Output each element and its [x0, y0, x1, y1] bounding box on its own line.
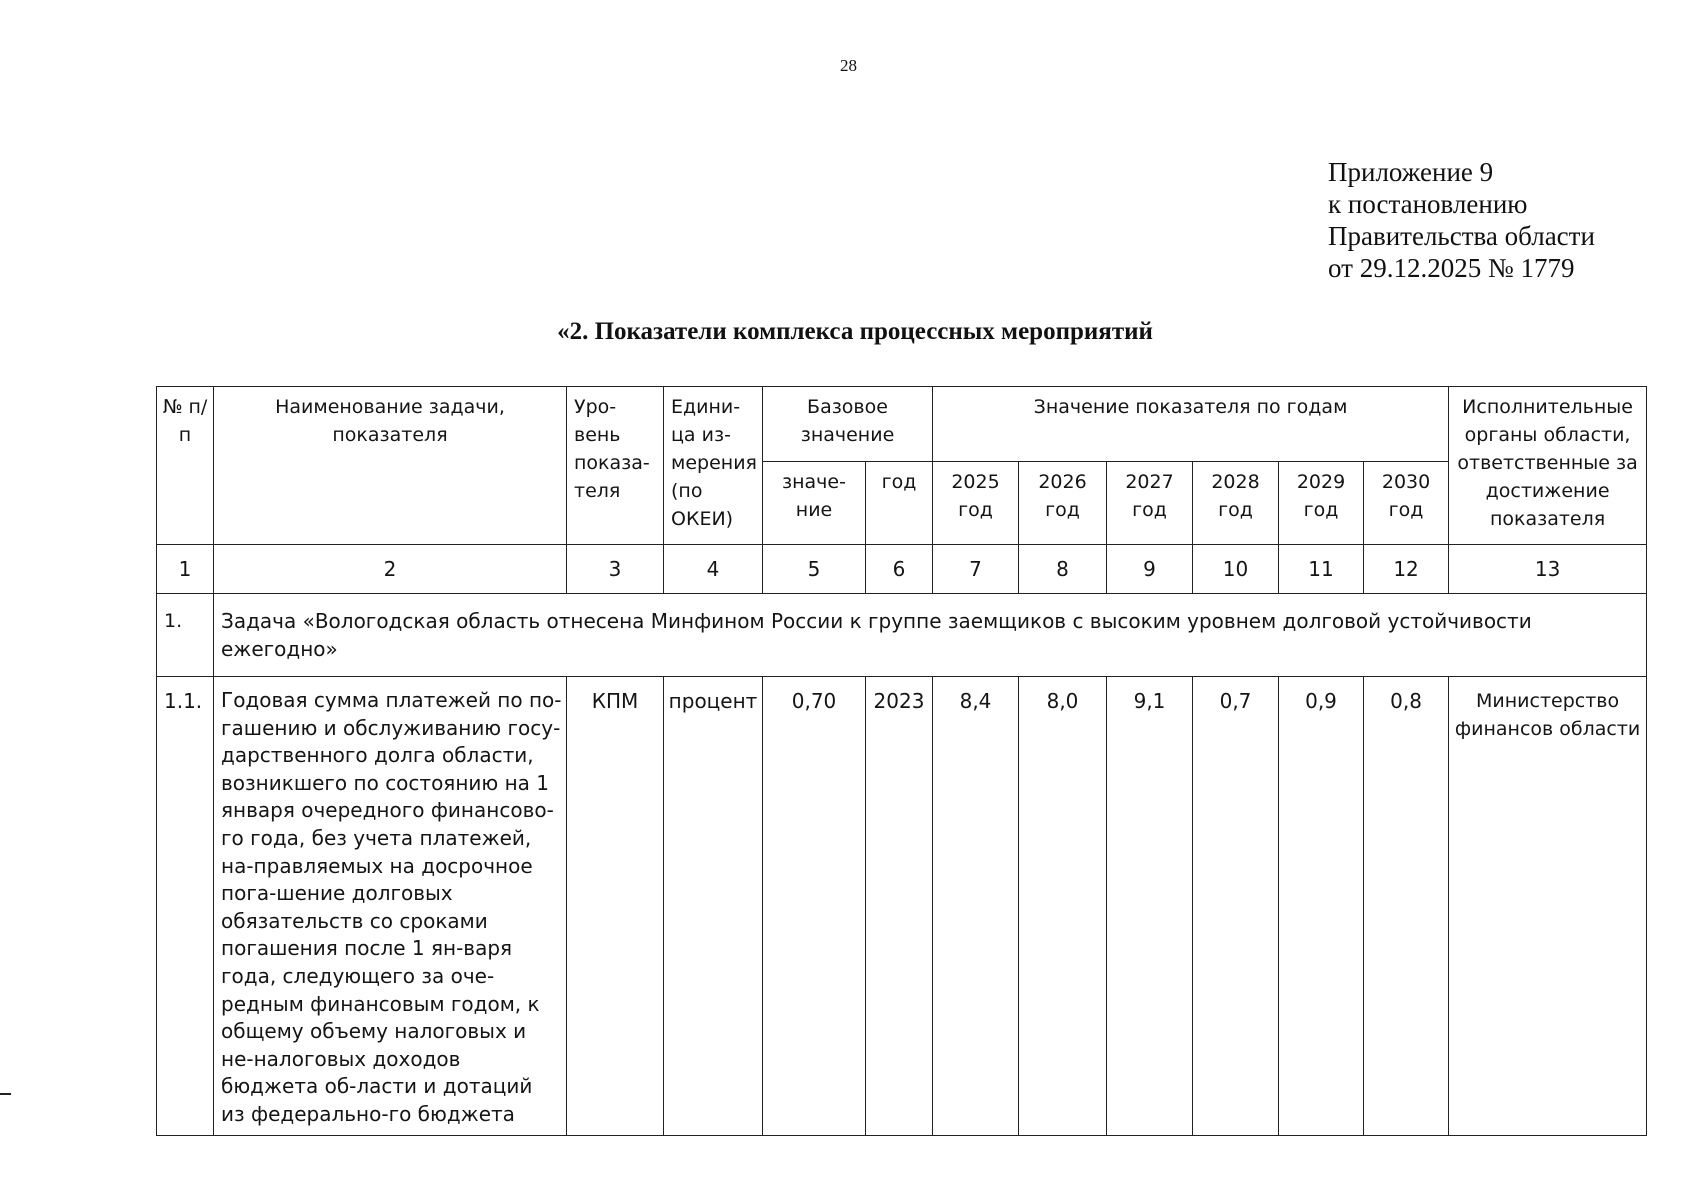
indicator-number: 1.1.: [157, 677, 214, 1136]
year-word: год: [1303, 499, 1339, 521]
annex-line-4: от 29.12.2025 № 1779: [1328, 253, 1575, 283]
column-number: 5: [763, 545, 866, 594]
header-num: № п/п: [157, 387, 214, 545]
value-2026: 8,0: [1019, 677, 1107, 1136]
header-row-1: [157, 387, 1647, 462]
indicators-table: [156, 386, 1647, 1136]
year-label: 2026: [1038, 471, 1087, 493]
year-label: 2027: [1125, 471, 1174, 493]
indicator-unit: процент: [664, 677, 763, 1136]
header-year-2028: [1193, 462, 1279, 545]
column-number: 12: [1364, 545, 1449, 594]
document-title: «2. Показатели комплекса процессных мероприятий: [557, 318, 1153, 345]
header-responsible: Исполнительные органы области, ответственные за достижение показателя: [1449, 387, 1647, 545]
column-number: 8: [1019, 545, 1107, 594]
column-number: 2: [214, 545, 567, 594]
column-number: 7: [933, 545, 1019, 594]
column-number: 1: [157, 545, 214, 594]
column-number: 13: [1449, 545, 1647, 594]
header-years-group: Значение показателя по годам: [933, 387, 1449, 462]
header-base: Базовое значение: [763, 387, 933, 462]
year-label: 2025: [951, 471, 1000, 493]
header-year-2026: [1019, 462, 1107, 545]
annex-line-3: Правительства области: [1328, 221, 1595, 251]
column-numbers-row: [157, 545, 1647, 594]
header-year-2029: [1279, 462, 1364, 545]
year-label: 2028: [1211, 471, 1260, 493]
indicator-name: Годовая сумма платежей по по-гашению и обслуживанию госу-дарственного долга области, возникшего по состоянию на 1 января очередного финансово-го года, без учета платежей, на-правляемых на досрочное пога-шение долговых обязательств со сроками погашения после 1 ян-варя года, следующего за оче-редным финансовым годом, к общему объему налоговых и не-налоговых доходов бюджета об-ласти и дотаций из федерально-го бюджета: [214, 677, 567, 1136]
indicator-responsible: Министерство финансов области: [1449, 677, 1647, 1136]
annex-line-2: к постановлению: [1328, 189, 1528, 219]
indicator-base-value: 0,70: [763, 677, 866, 1136]
value-2030: 0,8: [1364, 677, 1449, 1136]
task-row: [157, 594, 1647, 677]
header-level: Уро-вень показа-теля: [567, 387, 664, 545]
column-number: 6: [866, 545, 933, 594]
value-2025: 8,4: [933, 677, 1019, 1136]
header-year-2030: [1364, 462, 1449, 545]
scan-mark: [0, 1093, 11, 1095]
column-number: 4: [664, 545, 763, 594]
value-2027: 9,1: [1107, 677, 1193, 1136]
page-number: 28: [840, 56, 857, 75]
header-base-value: значе-ние: [763, 462, 866, 545]
year-word: год: [1388, 499, 1424, 521]
task-text: Задача «Вологодская область отнесена Минфином России к группе заемщиков с высоким уровнем долговой устойчивости ежегодно»: [214, 594, 1647, 677]
year-word: год: [1045, 499, 1080, 521]
header-name: Наименование задачи, показателя: [214, 387, 567, 545]
column-number: 3: [567, 545, 664, 594]
year-word: год: [958, 499, 993, 521]
column-number: 11: [1279, 545, 1364, 594]
value-2029: 0,9: [1279, 677, 1364, 1136]
indicator-row: [157, 677, 1647, 1136]
year-word: год: [1132, 499, 1167, 521]
year-label: 2029: [1296, 471, 1346, 493]
task-number: 1.: [157, 594, 214, 677]
annex-line-1: Приложение 9: [1328, 157, 1494, 187]
indicator-level: КПМ: [567, 677, 664, 1136]
header-year-2025: [933, 462, 1019, 545]
indicator-base-year: 2023: [866, 677, 933, 1136]
year-word: год: [1218, 499, 1253, 521]
annex-block: [1328, 156, 1595, 284]
header-year-2027: [1107, 462, 1193, 545]
column-number: 9: [1107, 545, 1193, 594]
column-number: 10: [1193, 545, 1279, 594]
year-label: 2030: [1381, 471, 1431, 493]
header-base-year: год: [866, 462, 933, 545]
value-2028: 0,7: [1193, 677, 1279, 1136]
header-unit: Едини-ца из-мерения (по ОКЕИ): [664, 387, 763, 545]
